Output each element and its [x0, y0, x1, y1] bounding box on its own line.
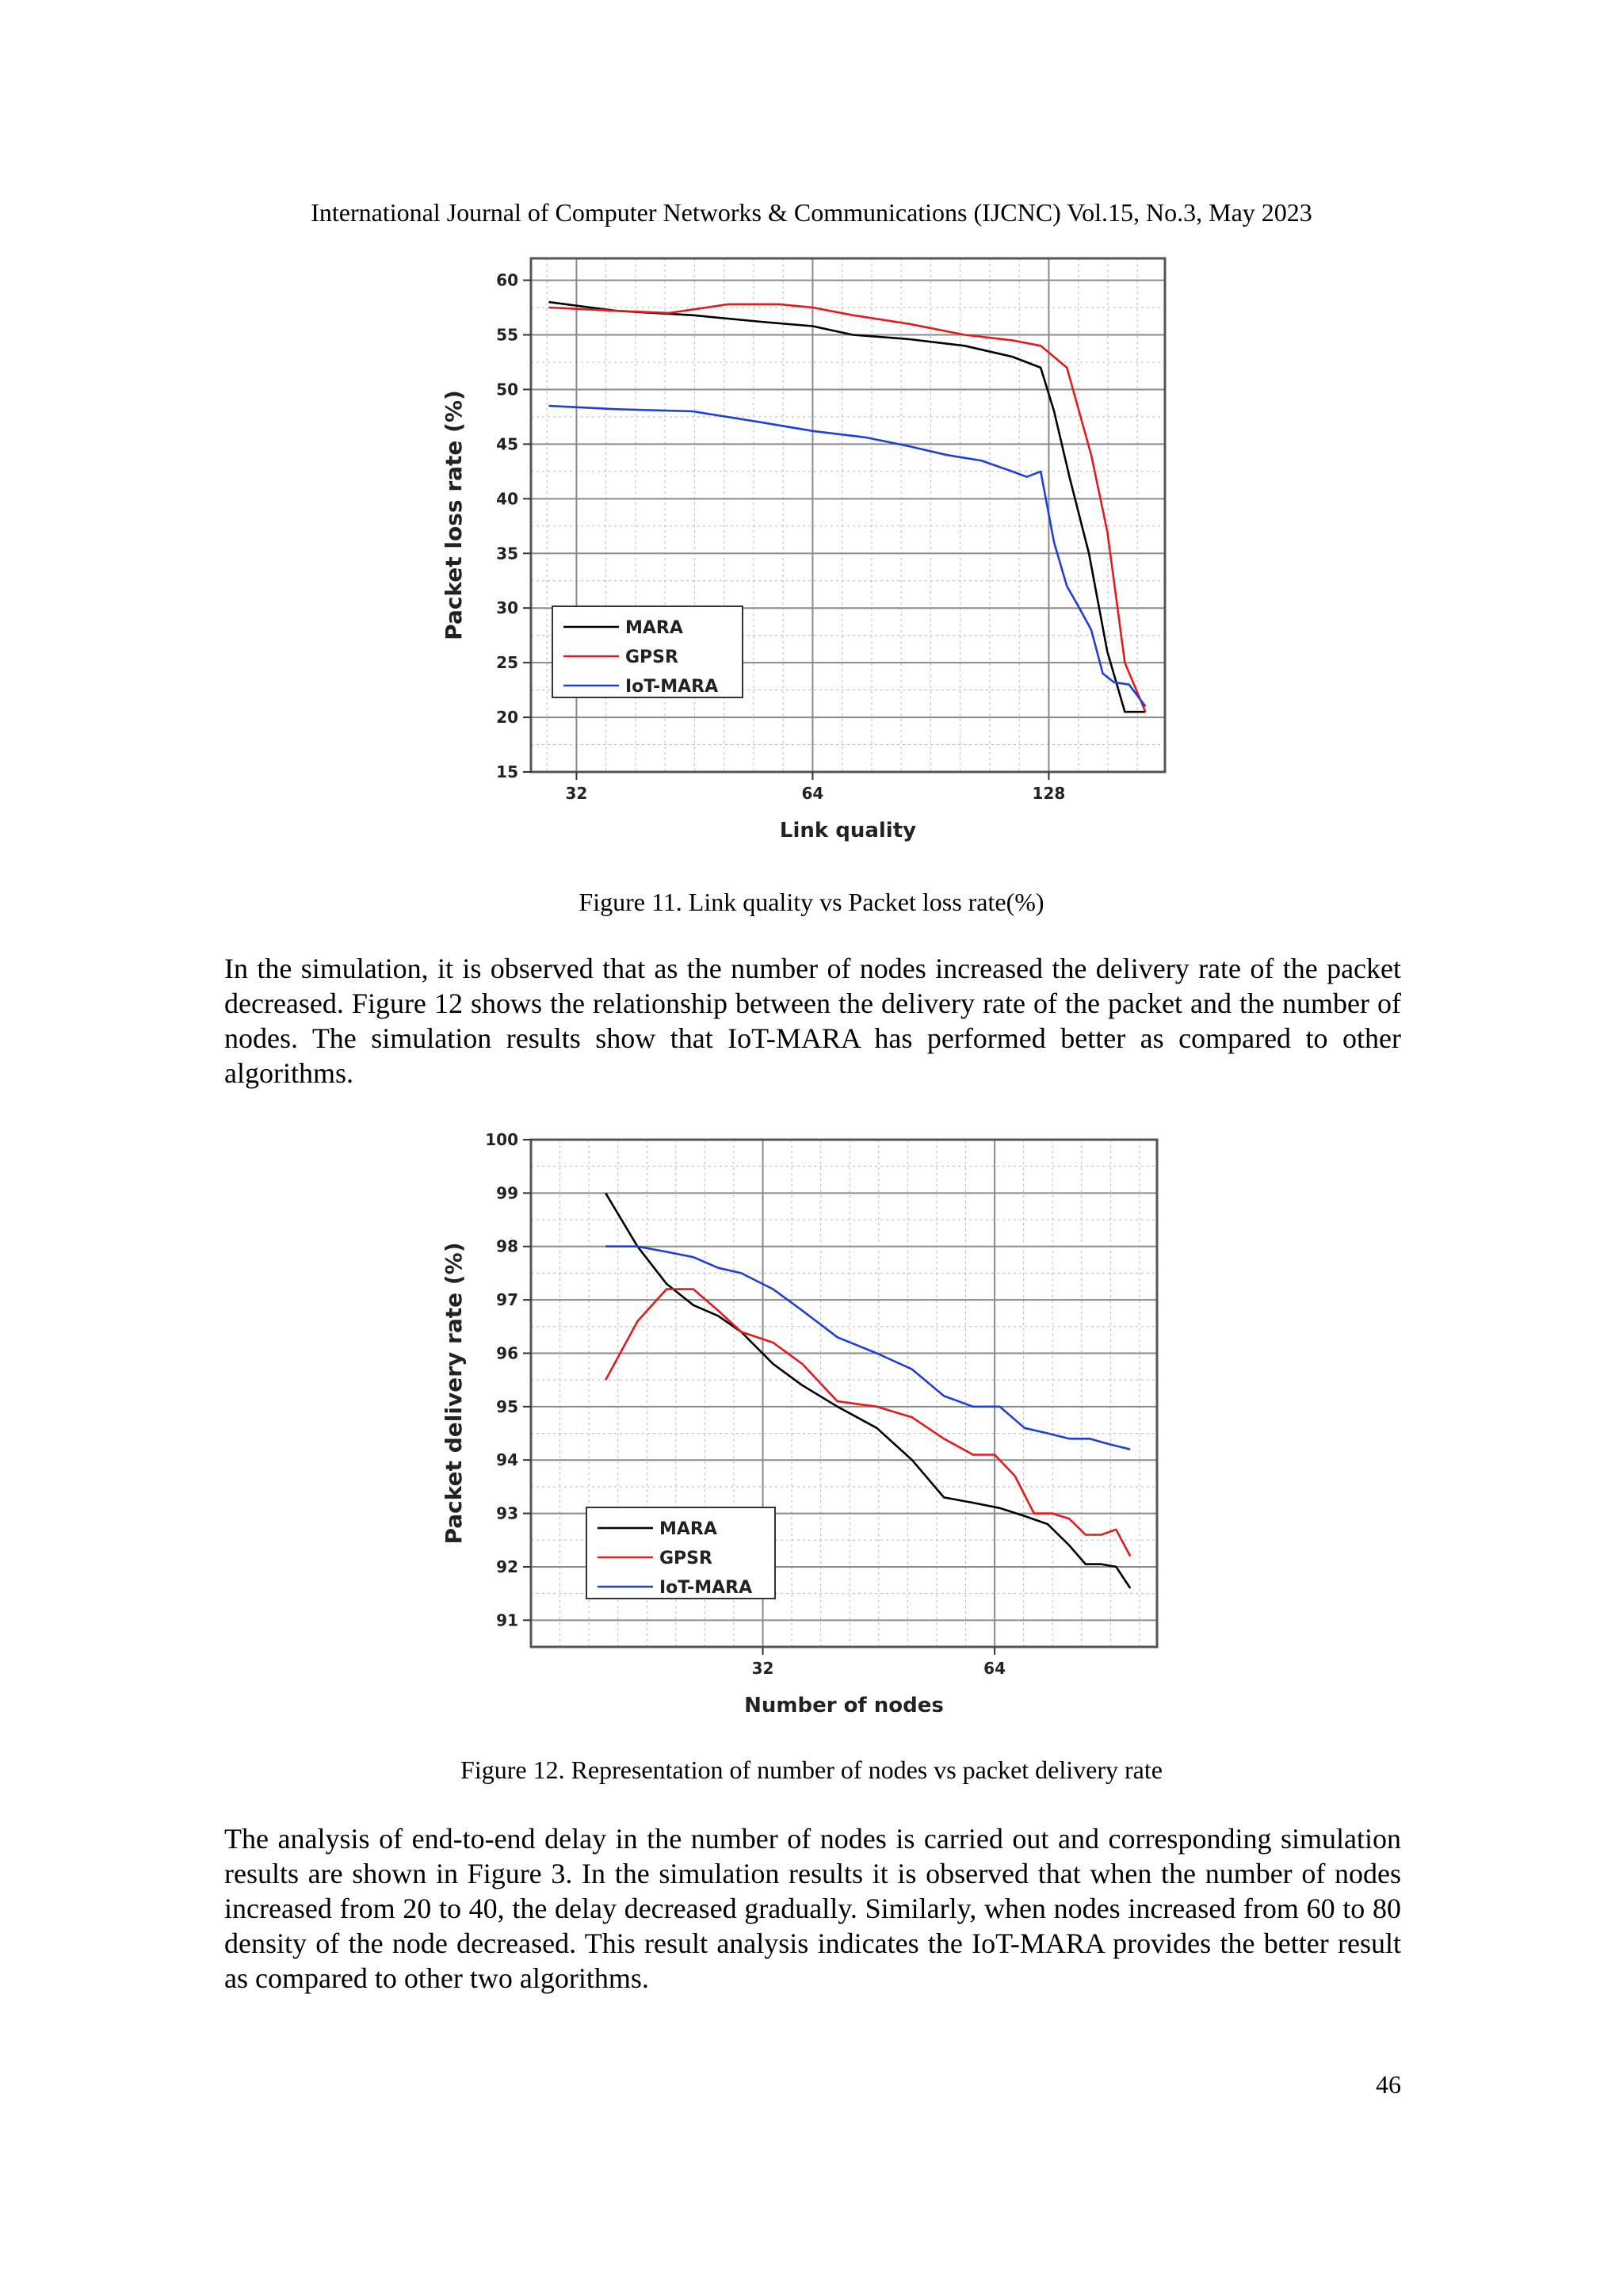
figure-11-caption: Figure 11. Link quality vs Packet loss rate(%): [579, 888, 1044, 916]
legend-label: IoT-MARA: [625, 677, 719, 697]
y-tick-label: 96: [496, 1343, 518, 1363]
paragraph-2: The analysis of end-to-end delay in the number of nodes is carried out and corresponding simulation results are shown in Figure 3. In the simulation results it is observed that when the number of nodes increased from 20 to 40, the delay decreased gradually. Similarly, when nodes increased from 60 to 80 density of the node decreased. This result analysis indicates the IoT-MARA provides the better result as compared to other two algorithms.: [224, 1823, 1401, 1994]
delivery-rate-chart: [441, 1124, 1189, 1726]
y-tick-label: 97: [496, 1290, 518, 1310]
y-axis-label: Packet loss rate (%): [441, 390, 467, 640]
y-tick-label: 91: [496, 1610, 518, 1630]
packet-loss-chart: [441, 252, 1189, 862]
y-tick-label: 15: [496, 762, 518, 781]
figure-11-chart: [441, 252, 1189, 862]
y-tick-label: 30: [496, 598, 518, 618]
legend-label: GPSR: [659, 1549, 712, 1568]
legend-label: IoT-MARA: [659, 1578, 753, 1598]
legend-label: MARA: [625, 618, 683, 638]
x-tick-label: 32: [565, 784, 588, 803]
x-axis-label: Link quality: [779, 819, 917, 842]
y-tick-label: 45: [496, 434, 518, 454]
y-tick-label: 92: [496, 1557, 518, 1576]
y-tick-label: 93: [496, 1503, 518, 1523]
y-tick-label: 50: [496, 380, 518, 399]
figure-12-chart: [441, 1124, 1189, 1726]
paragraph-1: In the simulation, it is observed that as the number of nodes increased the delivery rate of the packet decreased. Figure 12 shows the relationship between the delivery rate of the packet and the number of nodes. The simulation results show that IoT-MARA has performed better as compared to other algorithms.: [224, 953, 1401, 1089]
x-tick-label: 128: [1032, 784, 1066, 803]
y-tick-label: 98: [496, 1236, 518, 1256]
legend-label: MARA: [659, 1519, 717, 1539]
y-tick-label: 60: [496, 270, 518, 290]
x-axis-label: Number of nodes: [744, 1694, 944, 1717]
y-tick-label: 100: [485, 1130, 518, 1149]
legend-label: GPSR: [625, 648, 678, 667]
y-tick-label: 55: [496, 325, 518, 345]
page-number: 46: [1376, 2070, 1401, 2099]
journal-header: International Journal of Computer Networks & Communications (IJCNC) Vol.15, No.3, May 2023: [311, 198, 1312, 227]
y-tick-label: 99: [496, 1183, 518, 1203]
x-tick-label: 64: [801, 784, 824, 803]
y-tick-label: 25: [496, 653, 518, 673]
y-tick-label: 95: [496, 1396, 518, 1416]
figure-12-caption: Figure 12. Representation of number of nodes vs packet delivery rate: [460, 1755, 1163, 1784]
y-tick-label: 94: [496, 1450, 518, 1470]
y-tick-label: 35: [496, 544, 518, 563]
y-tick-label: 40: [496, 489, 518, 509]
y-axis-label: Packet delivery rate (%): [441, 1242, 467, 1545]
x-tick-label: 64: [983, 1659, 1006, 1678]
x-tick-label: 32: [751, 1659, 774, 1678]
y-tick-label: 20: [496, 708, 518, 728]
